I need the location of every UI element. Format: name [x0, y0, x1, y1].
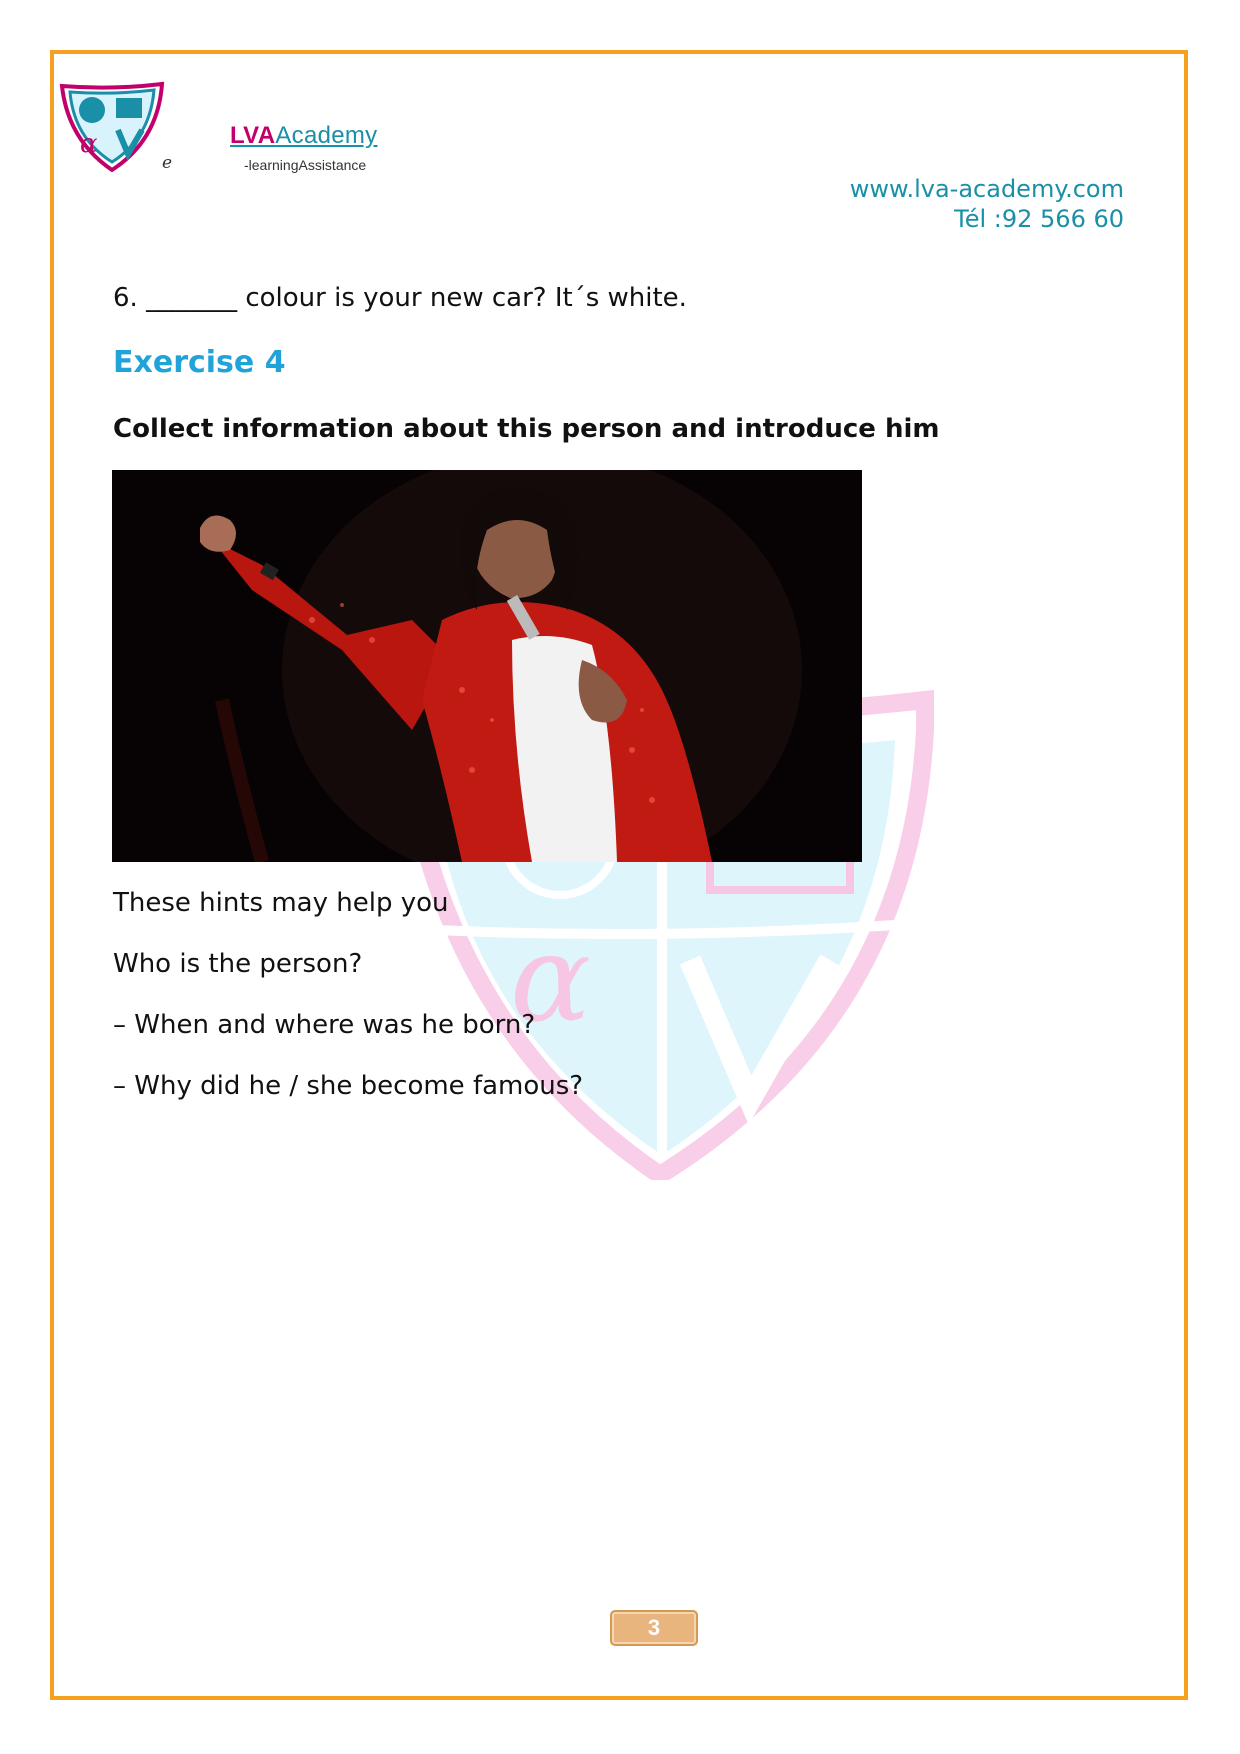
exercise-instruction: Collect information about this person and introduce him: [113, 414, 940, 444]
hint-intro: These hints may help you: [113, 888, 449, 918]
hint-item: Who is the person?: [113, 949, 363, 979]
performer-photo: [112, 470, 862, 862]
website-link[interactable]: www.lva-academy.com: [849, 175, 1124, 203]
question-6: 6. _______ colour is your new car? It´s white.: [113, 283, 687, 313]
brand-name[interactable]: [230, 122, 378, 150]
exercise-title: Exercise 4: [113, 345, 286, 380]
svg-text:α: α: [510, 910, 592, 1049]
lva-logo-icon: [58, 80, 166, 172]
contact-block: [850, 174, 1124, 234]
brand-lva: LVA: [230, 122, 276, 149]
phone-number: Tél :92 566 60: [954, 205, 1124, 233]
logo-e-mark: e: [162, 153, 173, 173]
hint-item: – Why did he / she become famous?: [113, 1071, 584, 1101]
brand-academy: Academy: [275, 122, 378, 149]
hint-item: – When and where was he born?: [113, 1010, 536, 1040]
page-number-badge: 3: [610, 1610, 698, 1646]
brand-tagline: -learningAssistance: [244, 157, 367, 173]
svg-text:α: α: [80, 129, 98, 159]
